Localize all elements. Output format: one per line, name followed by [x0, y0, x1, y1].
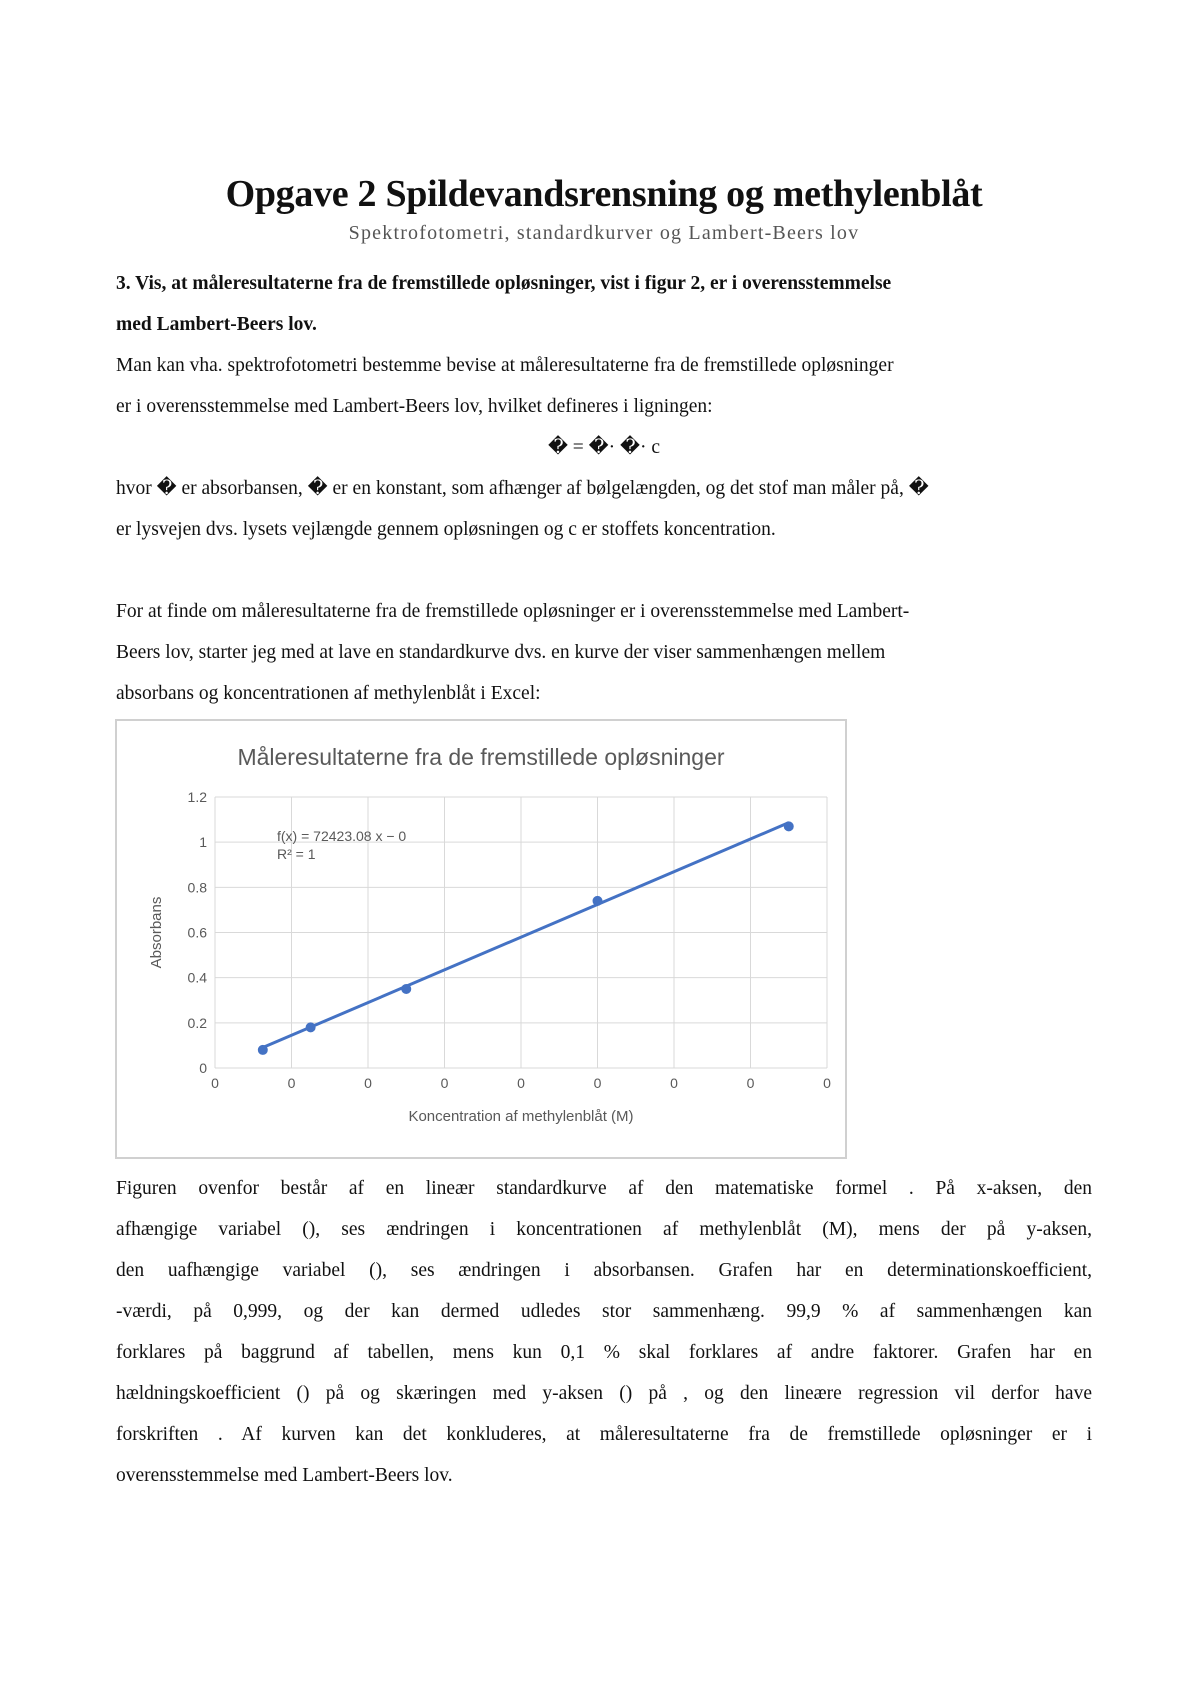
paragraph-3-line-5: forklares på baggrund af tabellen, mens kun 0,1 % skal forklares af andre faktorer. Grafen har en — [116, 1342, 1092, 1363]
x-tick-label: 0 — [211, 1075, 219, 1091]
paragraph-2-line-2: Beers lov, starter jeg med at lave en standardkurve dvs. en kurve der viser sammenhængen mellem — [116, 642, 886, 663]
definition-line-2: er lysvejen dvs. lysets vejlængde gennem opløsningen og c er stoffets koncentration. — [116, 519, 776, 540]
y-tick-label: 0 — [199, 1060, 207, 1076]
trendline-r-squared: R² = 1 — [277, 846, 316, 862]
x-axis-label: Koncentration af methylenblåt (M) — [408, 1108, 634, 1125]
x-tick-label: 0 — [593, 1075, 602, 1091]
data-point — [258, 1045, 268, 1055]
intro-line-1: Man kan vha. spektrofotometri bestemme bevise at måleresultaterne fra de fremstillede opløsninger — [116, 355, 894, 376]
trendline — [263, 823, 789, 1048]
page-subtitle: Spektrofotometri, standardkurver og Lambert-Beers lov — [348, 222, 860, 244]
y-tick-label: 1.2 — [187, 789, 207, 805]
x-tick-label: 0 — [364, 1075, 372, 1091]
x-tick-label: 0 — [440, 1075, 449, 1091]
data-point — [784, 821, 794, 831]
lambert-beer-formula: � = �· �· c — [547, 437, 661, 458]
y-tick-label: 0.4 — [187, 969, 207, 986]
paragraph-3-line-7: forskriften . Af kurven kan det konkluderes, at måleresultaterne fra de fremstillede opløsninger er i — [116, 1424, 1092, 1445]
paragraph-3-line-2: afhængige variabel (), ses ændringen i koncentrationen af methylenblåt (M), mens der på y-aksen, — [116, 1219, 1092, 1240]
x-tick-label: 0 — [746, 1075, 755, 1091]
x-tick-label: 0 — [823, 1075, 831, 1091]
y-tick-label: 0.6 — [187, 924, 207, 941]
paragraph-2-line-3: absorbans og koncentrationen af methylenblåt i Excel: — [116, 683, 541, 704]
y-axis-label: Absorbans — [148, 896, 165, 969]
paragraph-2-line-1: For at finde om måleresultaterne fra de fremstillede opløsninger er i overensstemmelse med Lambert- — [116, 601, 910, 622]
paragraph-3-line-4: -værdi, på 0,999, og der kan dermed udledes stor sammenhæng. 99,9 % af sammenhængen kan — [116, 1301, 1092, 1322]
intro-line-2: er i overensstemmelse med Lambert-Beers lov, hvilket defineres i ligningen: — [116, 396, 713, 417]
definition-line-1: hvor � er absorbansen, � er en konstant, som afhænger af bølgelængden, og det stof man måler på, � — [116, 478, 929, 499]
x-tick-label: 0 — [517, 1075, 525, 1091]
trendline-equation: f(x) = 72423.08 x − 0 — [277, 828, 407, 844]
paragraph-3-line-8: overensstemmelse med Lambert-Beers lov. — [116, 1465, 453, 1486]
y-tick-label: 0.2 — [187, 1014, 207, 1031]
page-title: Opgave 2 Spildevandsrensning og methylenblåt — [225, 173, 983, 215]
question-line-2: med Lambert-Beers lov. — [116, 314, 317, 335]
paragraph-3-line-6: hældningskoefficient () på og skæringen med y-aksen () på , og den lineære regression vil derfor have — [116, 1383, 1092, 1404]
data-point — [593, 896, 603, 906]
y-tick-label: 1 — [199, 834, 207, 851]
data-point — [401, 984, 411, 994]
y-tick-label: 0.8 — [187, 879, 207, 896]
chart-svg — [117, 721, 845, 1157]
standard-curve-chart — [115, 719, 847, 1159]
x-tick-label: 0 — [670, 1075, 678, 1091]
paragraph-3-line-1: Figuren ovenfor består af en lineær standardkurve af den matematiske formel . På x-aksen, den — [116, 1178, 1092, 1199]
question-line-1: 3. Vis, at måleresultaterne fra de fremstillede opløsninger, vist i figur 2, er i overensstemmelse — [116, 273, 892, 294]
paragraph-3-line-3: den uafhængige variabel (), ses ændringen i absorbansen. Grafen har en determinationskoefficient, — [116, 1260, 1092, 1281]
x-tick-label: 0 — [287, 1075, 296, 1091]
chart-title: Måleresultaterne fra de fremstillede opløsninger — [237, 744, 725, 770]
data-point — [306, 1022, 316, 1032]
